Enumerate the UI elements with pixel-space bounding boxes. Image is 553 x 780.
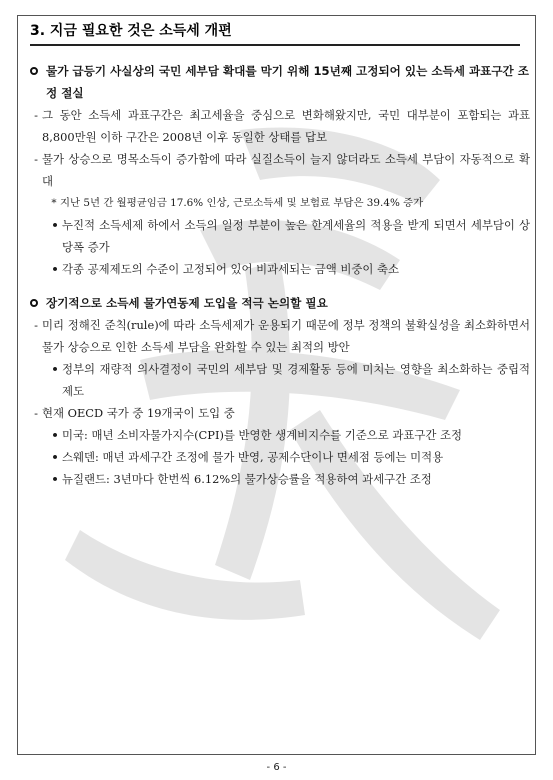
dash-list-item (30, 314, 530, 358)
dot-list-item (30, 214, 530, 258)
list-item-text: 뉴질랜드: 3년마다 한번씩 6.12%의 물가상승률을 적용하여 과세구간 조정 (62, 472, 432, 486)
dot-list-item (30, 358, 530, 402)
dash-list-item (30, 104, 530, 148)
dot-marker: • (51, 450, 59, 464)
title-underline (30, 44, 520, 46)
note-marker: * (51, 197, 57, 209)
page-number: - 6 - (266, 762, 287, 773)
document-body (30, 20, 530, 490)
bullet-blocks (30, 60, 530, 490)
list-item-text: 지난 5년 간 월평균임금 17.6% 인상, 근로소득세 및 보험료 부담은 39.4% 증가 (60, 197, 424, 209)
dot-marker: • (51, 472, 59, 486)
dot-marker: • (51, 428, 59, 442)
bullet-block (30, 60, 530, 280)
list-item-text: 누진적 소득세제 하에서 소득의 일정 부분이 높은 한계세율의 적용을 받게 되면서 세부담이 상당폭 증가 (62, 218, 530, 254)
bullet-heading (30, 60, 530, 104)
section-title: 3. 지금 필요한 것은 소득세 개편 (30, 23, 232, 39)
bullet-heading-text: 물가 급등기 사실상의 국민 세부담 확대를 막기 위해 15년째 고정되어 있는 소득세 과표구간 조정 절실 (46, 64, 529, 100)
list-item-text: 스웨덴: 매년 과세구간 조정에 물가 반영, 공제수단이나 면세점 등에는 미적용 (62, 450, 444, 464)
bullet-heading-text: 장기적으로 소득세 물가연동제 도입을 적극 논의할 필요 (46, 296, 328, 310)
dash-marker: - (34, 318, 38, 332)
dash-list-item (30, 148, 530, 192)
dot-list-item (30, 424, 530, 446)
circle-bullet-icon (30, 60, 46, 104)
dot-marker: • (51, 362, 59, 376)
dot-list-item (30, 446, 530, 468)
list-item-text: 그 동안 소득세 과표구간은 최고세율을 중심으로 변화해왔지만, 국민 대부분이 포함되는 과표 8,800만원 이하 구간은 2008년 이후 동일한 상태를 답보 (42, 108, 530, 144)
list-item-text: 현재 OECD 국가 중 19개국이 도입 중 (42, 406, 235, 420)
dot-list-item (30, 258, 530, 280)
list-item-text: 미리 정해진 준칙(rule)에 따라 소득세제가 운용되기 때문에 정부 정책의 불확실성을 최소화하면서 물가 상승으로 인한 소득세 부담을 완화할 수 있는 최적의 방안 (42, 318, 530, 354)
dot-marker: • (51, 262, 59, 276)
list-item-text: 정부의 재량적 의사결정이 국민의 세부담 및 경제활동 등에 미치는 영향을 최소화하는 중립적 제도 (62, 362, 530, 398)
footnote-item (30, 192, 530, 214)
dash-marker: - (34, 108, 38, 122)
dash-marker: - (34, 152, 38, 166)
bullet-block (30, 292, 530, 490)
dot-marker: • (51, 218, 59, 232)
circle-bullet-icon (30, 292, 46, 314)
list-item-text: 미국: 매년 소비자물가지수(CPI)를 반영한 생계비지수를 기준으로 과표구간 조정 (62, 428, 463, 442)
dot-list-item (30, 468, 530, 490)
dash-marker: - (34, 406, 38, 420)
list-item-text: 물가 상승으로 명목소득이 증가함에 따라 실질소득이 늘지 않더라도 소득세 부담이 자동적으로 확대 (42, 152, 530, 188)
dash-list-item (30, 402, 530, 424)
bullet-heading (30, 292, 530, 314)
list-item-text: 각종 공제제도의 수준이 고정되어 있어 비과세되는 금액 비중이 축소 (62, 262, 400, 276)
